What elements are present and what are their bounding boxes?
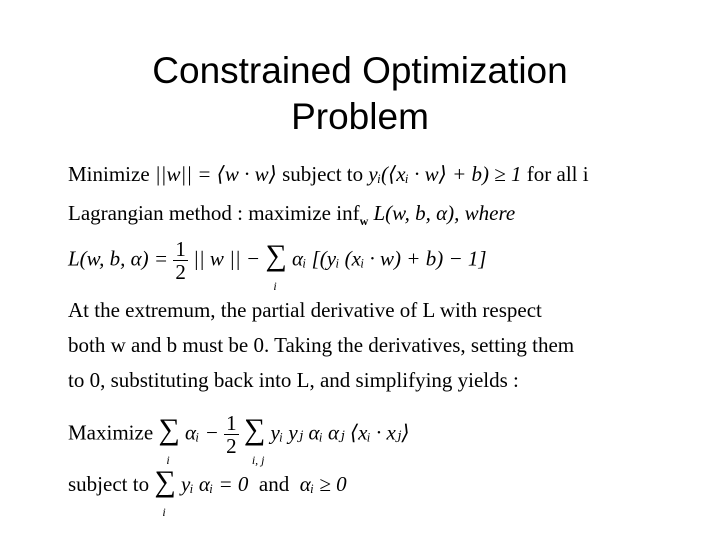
fraction-numerator: 1 (175, 237, 186, 261)
explanation-line-1: At the extremum, the partial derivative of L with respect (68, 298, 542, 322)
summation-sign-1: ∑ i (158, 416, 179, 444)
lagrangian-function: L(w, b, α), where (373, 201, 516, 225)
double-sum-body: yᵢ yⱼ αᵢ αⱼ ⟨xᵢ · xⱼ⟩ (270, 420, 410, 445)
explanation-line-2: both w and b must be 0. Taking the derivatives, setting them (68, 333, 575, 357)
alpha-term: αᵢ − (185, 420, 219, 445)
summation-sign-3: ∑ i (154, 468, 175, 496)
minimize-statement (68, 160, 589, 188)
norm-equation: ||w|| = ⟨w · w⟩ (154, 162, 277, 186)
dual-constraints (68, 465, 347, 519)
and-word: and (258, 472, 290, 496)
minimize-word: Minimize (68, 162, 150, 186)
summation-index-3: i (162, 505, 166, 519)
one-half-fraction-2 (224, 412, 239, 457)
dual-objective (68, 411, 410, 468)
maximize-word: Maximize (68, 420, 154, 445)
title-line-2: Problem (291, 96, 429, 137)
lagrangian-text: Lagrangian method : maximize inf (68, 201, 360, 225)
lagrangian-method-line (68, 199, 515, 235)
subject-to-word: subject to (282, 162, 364, 186)
lagrangian-lhs: L(w, b, α) = (68, 246, 169, 271)
for-all-text: for all i (526, 162, 589, 186)
summation-index: i (273, 279, 277, 294)
fraction-denominator: 2 (175, 260, 186, 284)
lagrangian-definition (68, 237, 487, 294)
equality-constraint: yᵢ αᵢ = 0 (180, 472, 249, 496)
title-line-1: Constrained Optimization (152, 50, 568, 91)
nonnegativity-constraint: αᵢ ≥ 0 (299, 472, 347, 496)
summation-body: αᵢ [(yᵢ (xᵢ · w) + b) − 1] (291, 246, 487, 271)
one-half-fraction (173, 238, 188, 283)
slide-title (0, 48, 720, 140)
summation-index-1: i (166, 453, 170, 468)
summation-sign-2: ∑ i, j (244, 416, 265, 444)
subject-to-word-2: subject to (68, 472, 150, 496)
explanation-line-3: to 0, substituting back into L, and simplifying yields : (68, 368, 519, 392)
summation-sign: ∑ i (265, 242, 286, 270)
margin-constraint: yᵢ(⟨xᵢ · w⟩ + b) ≥ 1 (368, 162, 522, 186)
norm-term: || w || − (193, 246, 261, 271)
summation-index-2: i, j (251, 453, 265, 468)
fraction-numerator-2: 1 (226, 411, 237, 435)
inf-subscript: w (359, 214, 369, 229)
fraction-denominator-2: 2 (226, 434, 237, 458)
